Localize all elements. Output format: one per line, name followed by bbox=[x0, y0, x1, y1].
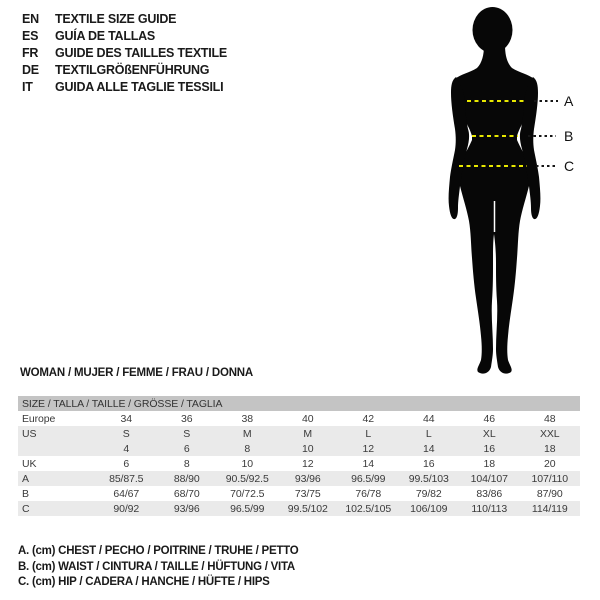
row-label: UK bbox=[22, 457, 37, 470]
size-cell: 46 bbox=[483, 412, 495, 425]
size-cell: 10 bbox=[278, 441, 339, 456]
size-cell: 70/72.5 bbox=[230, 487, 265, 500]
language-code: IT bbox=[22, 80, 33, 95]
size-cell: 114/119 bbox=[520, 501, 581, 516]
language-code: DE bbox=[22, 63, 39, 78]
size-cell: 96.5/99 bbox=[338, 471, 399, 486]
size-cell: 8 bbox=[217, 441, 278, 456]
waist-line-dash-black bbox=[528, 135, 556, 137]
size-cell: 6 bbox=[123, 457, 130, 470]
size-cell: 87/90 bbox=[536, 487, 563, 500]
size-cell: M bbox=[217, 426, 278, 441]
size-cell: 8 bbox=[183, 457, 190, 470]
legend-line-c: C. (cm) HIP / CADERA / HANCHE / HÜFTE / HIPS bbox=[18, 576, 270, 589]
size-cell: 79/82 bbox=[415, 487, 442, 500]
row-label: C bbox=[18, 501, 96, 516]
size-cell: 93/96 bbox=[157, 501, 218, 516]
language-code: FR bbox=[22, 45, 39, 60]
size-cell: L bbox=[338, 426, 399, 441]
language-row-en bbox=[22, 10, 227, 27]
size-cell: 99.5/103 bbox=[399, 471, 460, 486]
figure-area bbox=[433, 5, 583, 377]
size-cell: 4 bbox=[96, 441, 157, 456]
size-cell: 36 bbox=[181, 412, 193, 425]
size-cell: 48 bbox=[544, 412, 556, 425]
row-label: US bbox=[18, 426, 96, 441]
language-row-it bbox=[22, 79, 227, 96]
table-row-us-numeric bbox=[18, 441, 580, 456]
row-label bbox=[18, 441, 96, 456]
size-cell: 90/92 bbox=[96, 501, 157, 516]
size-cell: 90.5/92.5 bbox=[217, 471, 278, 486]
size-table-body bbox=[18, 396, 580, 516]
size-cell: 38 bbox=[241, 412, 253, 425]
legend-line-a: A. (cm) CHEST / PECHO / POITRINE / TRUHE / PETTO bbox=[18, 545, 299, 557]
size-cell: 12 bbox=[302, 457, 314, 470]
legend-line-b: B. (cm) WAIST / CINTURA / TAILLE / HÜFTUNG / VITA bbox=[18, 560, 295, 573]
language-title: GUIDE DES TAILLES TEXTILE bbox=[55, 45, 228, 60]
size-cell: 42 bbox=[362, 412, 374, 425]
language-row-de bbox=[22, 62, 227, 79]
language-row-es bbox=[22, 27, 227, 44]
size-cell: 18 bbox=[520, 441, 581, 456]
table-row-europe bbox=[18, 411, 580, 426]
size-cell: 68/70 bbox=[173, 487, 200, 500]
language-title: TEXTILGRÖßENFÜHRUNG bbox=[55, 63, 210, 78]
size-cell: 106/109 bbox=[399, 501, 460, 516]
language-row-fr bbox=[22, 44, 227, 61]
size-table bbox=[18, 396, 580, 516]
size-cell: 64/67 bbox=[113, 487, 140, 500]
size-cell: 107/110 bbox=[520, 471, 581, 486]
size-cell: 73/75 bbox=[294, 487, 321, 500]
size-cell: L bbox=[399, 426, 460, 441]
size-cell: 16 bbox=[423, 457, 435, 470]
size-cell: 83/86 bbox=[476, 487, 503, 500]
chest-line-dash-yellow bbox=[467, 100, 524, 102]
size-cell: 6 bbox=[157, 441, 218, 456]
size-cell: 34 bbox=[120, 412, 132, 425]
size-cell: 18 bbox=[483, 457, 495, 470]
size-cell: 102.5/105 bbox=[338, 501, 399, 516]
language-title: GUÍA DE TALLAS bbox=[55, 28, 155, 43]
size-cell: S bbox=[96, 426, 157, 441]
waist-line-label: B bbox=[564, 128, 574, 144]
language-title: GUIDA ALLE TAGLIE TESSILI bbox=[55, 80, 224, 95]
size-table-header-row bbox=[18, 396, 580, 411]
woman-silhouette bbox=[433, 5, 557, 375]
size-cell: 14 bbox=[362, 457, 374, 470]
table-row-uk bbox=[18, 456, 580, 471]
size-cell: 96.5/99 bbox=[217, 501, 278, 516]
language-code: EN bbox=[22, 11, 39, 26]
table-row-a bbox=[18, 471, 580, 486]
size-cell: 85/87.5 bbox=[96, 471, 157, 486]
size-cell: 16 bbox=[459, 441, 520, 456]
size-cell: M bbox=[278, 426, 339, 441]
hip-line-label: C bbox=[564, 158, 575, 174]
size-cell: 14 bbox=[399, 441, 460, 456]
row-label: A bbox=[18, 471, 96, 486]
row-label: B bbox=[22, 487, 29, 500]
size-cell: 10 bbox=[241, 457, 253, 470]
table-row-c bbox=[18, 501, 580, 516]
table-row-us bbox=[18, 426, 580, 441]
table-row-b bbox=[18, 486, 580, 501]
size-cell: 76/78 bbox=[355, 487, 382, 500]
size-cell: 12 bbox=[338, 441, 399, 456]
size-cell: 110/113 bbox=[459, 501, 520, 516]
chest-line-dash-black bbox=[534, 100, 558, 102]
size-cell: 99.5/102 bbox=[278, 501, 339, 516]
size-table-header: SIZE / TALLA / TAILLE / GRÖSSE / TAGLIA bbox=[18, 396, 580, 411]
size-cell: 44 bbox=[423, 412, 435, 425]
hip-line-dash-black bbox=[536, 165, 558, 167]
waist-line-dash-yellow bbox=[472, 135, 518, 137]
hip-line-dash-yellow bbox=[459, 165, 527, 167]
size-cell: S bbox=[157, 426, 218, 441]
size-cell: XL bbox=[459, 426, 520, 441]
size-cell: 104/107 bbox=[459, 471, 520, 486]
size-cell: 93/96 bbox=[278, 471, 339, 486]
chest-line-label: A bbox=[564, 93, 574, 109]
row-label: Europe bbox=[22, 412, 56, 425]
language-code: ES bbox=[22, 28, 39, 43]
size-cell: 40 bbox=[302, 412, 314, 425]
language-title-block bbox=[22, 10, 227, 96]
measurement-legend bbox=[18, 544, 298, 591]
section-title-woman: WOMAN / MUJER / FEMME / FRAU / DONNA bbox=[20, 367, 254, 379]
size-cell: 20 bbox=[544, 457, 556, 470]
size-cell: 88/90 bbox=[157, 471, 218, 486]
language-title: TEXTILE SIZE GUIDE bbox=[55, 11, 177, 26]
size-cell: XXL bbox=[520, 426, 581, 441]
